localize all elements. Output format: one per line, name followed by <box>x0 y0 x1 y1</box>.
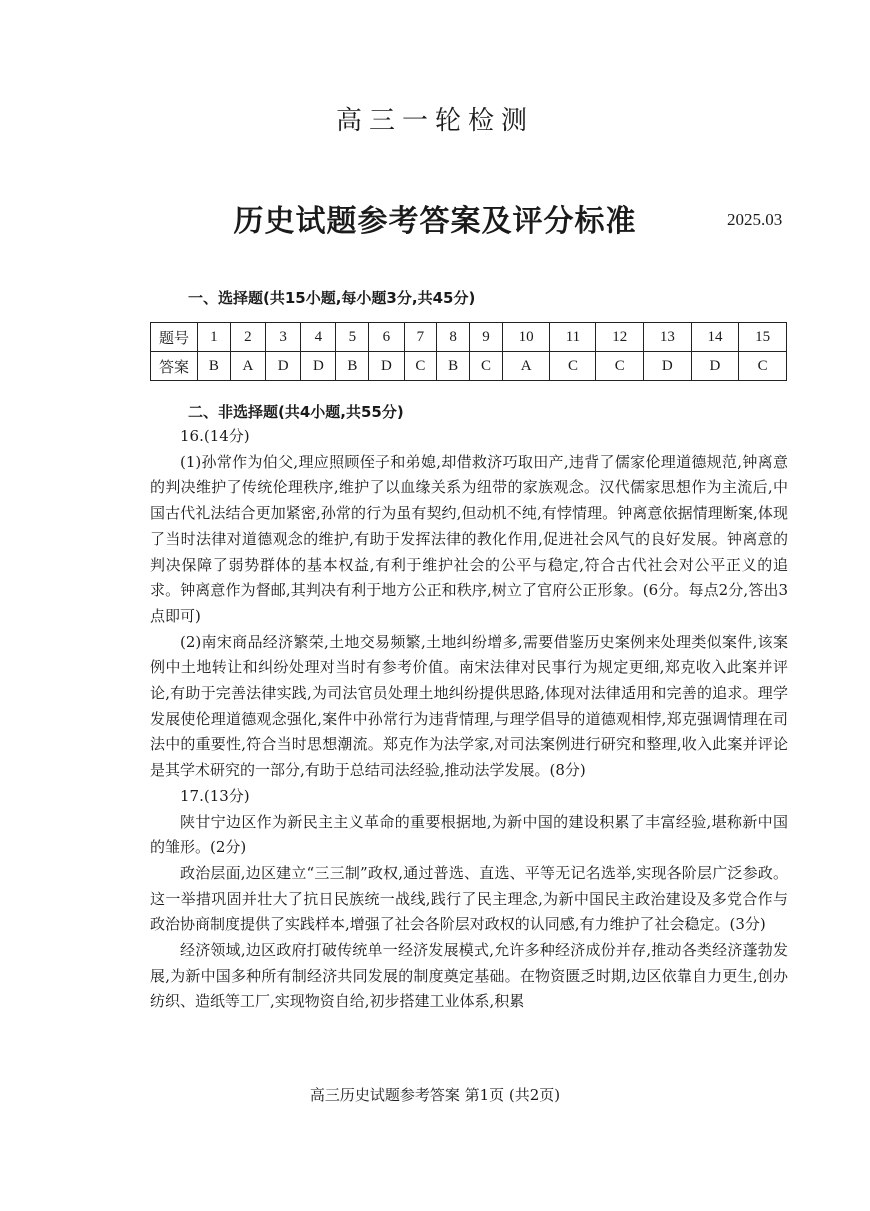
answer-cell: A <box>502 352 550 381</box>
answer-cell: B <box>198 352 231 381</box>
question-17-para2: 政治层面,边区建立“三三制”政权,通过普选、直选、平等无记名选举,实现各阶层广泛参政。这一举措巩固并壮大了抗日民族统一战线,践行了民主理念,为新中国民主政治建设及多党合作与政治协商制度提供了实践样本,增强了社会各阶层对政权的认同感,有力维护了社会稳定。(3分) <box>150 863 788 934</box>
answer-row <box>151 352 787 381</box>
question-number-cell: 5 <box>336 323 369 352</box>
exam-title: 高三一轮检测 <box>335 106 534 136</box>
question-16-part2: (2)南宋商品经济繁荣,土地交易频繁,土地纠纷增多,需要借鉴历史案例来处理类似案件,该案例中土地转让和纠纷处理对当时有参考价值。南宋法律对民事行为规定更细,郑克收入此案并评论,有助于完善法律实践,为司法官员处理土地纠纷提供思路,体现对法律适用和完善的追求。理学发展使伦理道德观念强化,案件中孙常行为违背情理,与理学倡导的道德观相悖,郑克强调情理在司法中的重要性,符合当时思想潮流。郑克作为法学家,对司法案例进行研究和整理,收入此案并评论是其学术研究的一部分,有助于总结司法经验,推动法学发展。(8分) <box>150 632 788 780</box>
row-label: 题号 <box>151 323 198 352</box>
question-number-cell: 14 <box>691 323 739 352</box>
document-title: 历史试题参考答案及评分标准 <box>233 204 637 239</box>
answer-table <box>150 322 787 381</box>
section-heading-essay: 二、非选择题(共4小题,共55分) <box>188 403 404 421</box>
question-number-cell: 8 <box>437 323 470 352</box>
answer-cell: D <box>301 352 336 381</box>
question-17-para1: 陕甘宁边区作为新民主主义革命的重要根据地,为新中国的建设积累了丰富经验,堪称新中国的雏形。(2分) <box>150 812 788 857</box>
answer-cell: B <box>336 352 369 381</box>
answer-cell: B <box>437 352 470 381</box>
question-number-cell: 12 <box>596 323 644 352</box>
question-16-part1: (1)孙常作为伯父,理应照顾侄子和弟媳,却借救济巧取田产,违背了儒家伦理道德规范,钟离意的判决维护了传统伦理秩序,维护了以血缘关系为纽带的家族观念。汉代儒家思想作为主流后,中国古代礼法结合更加紧密,孙常的行为虽有契约,但动机不纯,有悖情理。钟离意依据情理断案,体现了当时法律对道德观念的维护,有助于发挥法律的教化作用,促进社会风气的良好发展。钟离意的判决保障了弱势群体的基本权益,有利于维护社会的公平与稳定,符合古代社会对公平正义的追求。钟离意作为督邮,其判决有利于地方公正和秩序,树立了官府公正形象。(6分。每点2分,答出3点即可) <box>150 452 788 625</box>
answer-cell: D <box>644 352 692 381</box>
question-number-cell: 10 <box>502 323 550 352</box>
question-number-cell: 4 <box>301 323 336 352</box>
question-16-label: 16.(14分) <box>180 427 250 445</box>
question-number-row <box>151 323 787 352</box>
page-footer: 高三历史试题参考答案 第1页 (共2页) <box>309 1086 561 1104</box>
question-number-cell: 6 <box>369 323 404 352</box>
answer-cell: C <box>596 352 644 381</box>
essay-answers <box>150 424 788 1015</box>
section-heading-choice: 一、选择题(共15小题,每小题3分,共45分) <box>188 289 476 307</box>
answer-cell: C <box>739 352 787 381</box>
row-label: 答案 <box>151 352 198 381</box>
answer-cell: C <box>550 352 596 381</box>
document-date: 2025.03 <box>727 210 783 229</box>
answer-cell: D <box>266 352 301 381</box>
question-number-cell: 11 <box>550 323 596 352</box>
answer-cell: C <box>404 352 437 381</box>
answer-cell: D <box>369 352 404 381</box>
question-number-cell: 13 <box>644 323 692 352</box>
answer-cell: D <box>691 352 739 381</box>
question-number-cell: 3 <box>266 323 301 352</box>
question-17-label: 17.(13分) <box>180 786 250 805</box>
question-number-cell: 2 <box>230 323 265 352</box>
question-17-para3: 经济领域,边区政府打破传统单一经济发展模式,允许多种经济成份并存,推动各类经济蓬勃发展,为新中国多种所有制经济共同发展的制度奠定基础。在物资匮乏时期,边区依靠自力更生,创办纺织、造纸等工厂,实现物资自给,初步搭建工业体系,积累 <box>150 941 788 1011</box>
question-number-cell: 7 <box>404 323 437 352</box>
question-number-cell: 1 <box>198 323 231 352</box>
question-number-cell: 9 <box>470 323 503 352</box>
answer-cell: A <box>230 352 265 381</box>
answer-cell: C <box>470 352 503 381</box>
question-number-cell: 15 <box>739 323 787 352</box>
